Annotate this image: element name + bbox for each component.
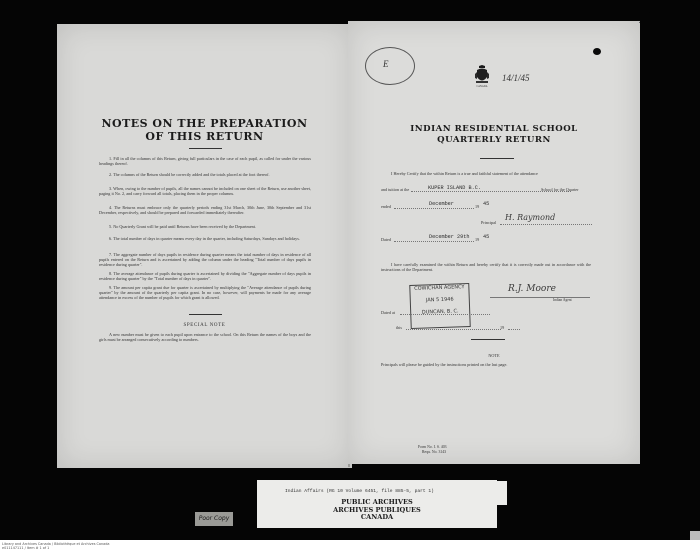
note-8: 8. The average attendance of pupils during quarter is ascertained by dividing the "Aggregate number of days pupils in residence during quarter" by the "Total number of days in quarter". [99,271,311,282]
return-title-line1: INDIAN RESIDENTIAL SCHOOL [410,124,578,134]
special-note-heading: SPECIAL NOTE [183,323,226,328]
notes-title-line2: OF THIS RETURN [145,130,264,143]
canada-coat-of-arms-icon [474,65,490,85]
this-label: this [396,325,403,330]
school-name-value: KUPER ISLAND B.C. [428,185,481,191]
dated-label: Dated [381,237,391,242]
note-heading: NOTE [488,353,500,358]
agent-title: Indian Agent [553,298,572,302]
special-note-text: A new number must be given to each pupil upon entrance to the school. On this Return the names of the boys and the girls must be arranged consecutively according to numbers. [99,332,311,343]
archive-institution [257,499,497,522]
footer-credit-line1: Library and Archives Canada / Bibliothèque et Archives Canada [2,542,110,546]
reference-circle-annotation [365,47,415,85]
return-title-line2: QUARTERLY RETURN [437,135,551,145]
stamp-agency: COWICHAN AGENCY [414,284,465,292]
note-2: 2. The columns of the Return should be correctly added and the totals placed at the foot thereof. [109,172,270,177]
tuition-prefix: and tuition at the [381,187,410,192]
form-numbers [418,445,447,455]
notes-title-line1: NOTES ON THE PREPARATION [101,117,308,130]
note-9: 9. The amount per capita grant due for quarter is ascertained by multiplying the "Average attendance of pupils during quarter" by the amount of the quarterly per capita grant. In no case, however, will payments be made for any average attendance in excess of the number of pupils for which grant is allowed. [99,285,311,301]
dated-line [394,241,474,242]
agency-received-stamp [409,283,470,329]
principal-signature-line [500,224,592,225]
note-3: 3. When, owing to the number of pupils, all the names cannot be included on one sheet of the Return, use another sheet, paging it No. 2, and carry forward all totals, placing them in the proper columns. [99,186,311,197]
requisition-number: Requ. No. 3143 [422,450,447,454]
tuition-suffix: School for the Quarter [541,187,579,192]
dated-year-value: 45 [483,234,490,240]
return-title [348,124,640,146]
examined-text: I have carefully examined the within Return and hereby certify that it is correctly made out in accordance with the instructions of the Department. [381,262,591,273]
return-cover-page [348,21,640,464]
this-year-line [508,329,520,330]
note-4: 4. The Returns must embrace only the quarterly periods ending 31st March, 30th June, 30th September and 31st December, respectively, and should be prepared and forwarded immediately thereafter. [99,205,311,216]
archive-line-french: ARCHIVES PUBLIQUES [333,505,421,514]
footer-credit [2,542,109,550]
title-divider [480,158,514,159]
archive-line-english: PUBLIC ARCHIVES [341,498,413,506]
crest-label: CANADA [476,85,488,88]
archive-line-country: CANADA [360,513,394,521]
note-7: 7. The aggregate number of days pupils in residence during quarter means the total number of days in residence of all pupils entered on the Return and is ascertained by adding the column under the heading "Total number of days pupils in residence during quarter". [99,252,311,268]
stamp-location: DUNCAN, B. C. [421,308,459,316]
special-divider [189,314,222,315]
principal-signature: H. Raymond [505,213,556,222]
footer-credit-line2: e011147111 / Item # 1 of 1 [2,546,50,550]
notes-page [57,24,352,468]
note-text: Principals will please be guided by the instructions printed on the last page. [381,362,508,367]
this-year-prefix: 19 [500,325,505,330]
dated-value: December 29th [429,234,470,240]
title-divider [189,148,222,149]
stamp-date: JAN 5 1946 [425,296,454,304]
note-6: 6. The total number of days in quarter means every day in the quarter, including Saturdays, Sundays and holidays. [109,236,300,241]
note-divider [471,339,505,340]
ended-month-value: December [429,201,454,207]
note-5: 5. No Quarterly Grant will be paid until Returns have been received by the Department. [109,224,256,229]
this-day-line [406,329,501,330]
agent-signature: R.J. Moore [508,284,556,294]
archive-citation: Indian Affairs (RG 10 Volume 6451, file 885-5, part 1) [285,489,434,494]
dated-year-prefix: 19 [475,237,480,242]
ended-year-prefix: 19 [475,204,480,209]
form-number: Form No. I. S. 403 [418,445,447,449]
dated-at-label: Dated at [381,310,396,315]
handwritten-date: 14/1/45 [502,73,530,83]
poor-copy-tag: Poor Copy [195,512,233,526]
ended-label: ended [381,204,391,209]
ended-year-value: 45 [483,201,490,207]
reference-letter: E [383,59,389,69]
principal-label: Principal [481,220,497,225]
punch-hole [593,48,601,55]
certify-text: I Hereby Certify that the within Return is a true and faithful statement of the attendance [391,171,538,176]
dated-at-line [400,314,490,315]
notes-title [57,117,352,143]
ended-month-line [394,208,474,209]
agent-signature-line [490,297,590,298]
note-1: 1. Fill in all the columns of this Return, giving full particulars in the case of each pupil, as called for under the various headings thereof. [99,156,311,167]
footer-corner-mark [690,531,700,540]
